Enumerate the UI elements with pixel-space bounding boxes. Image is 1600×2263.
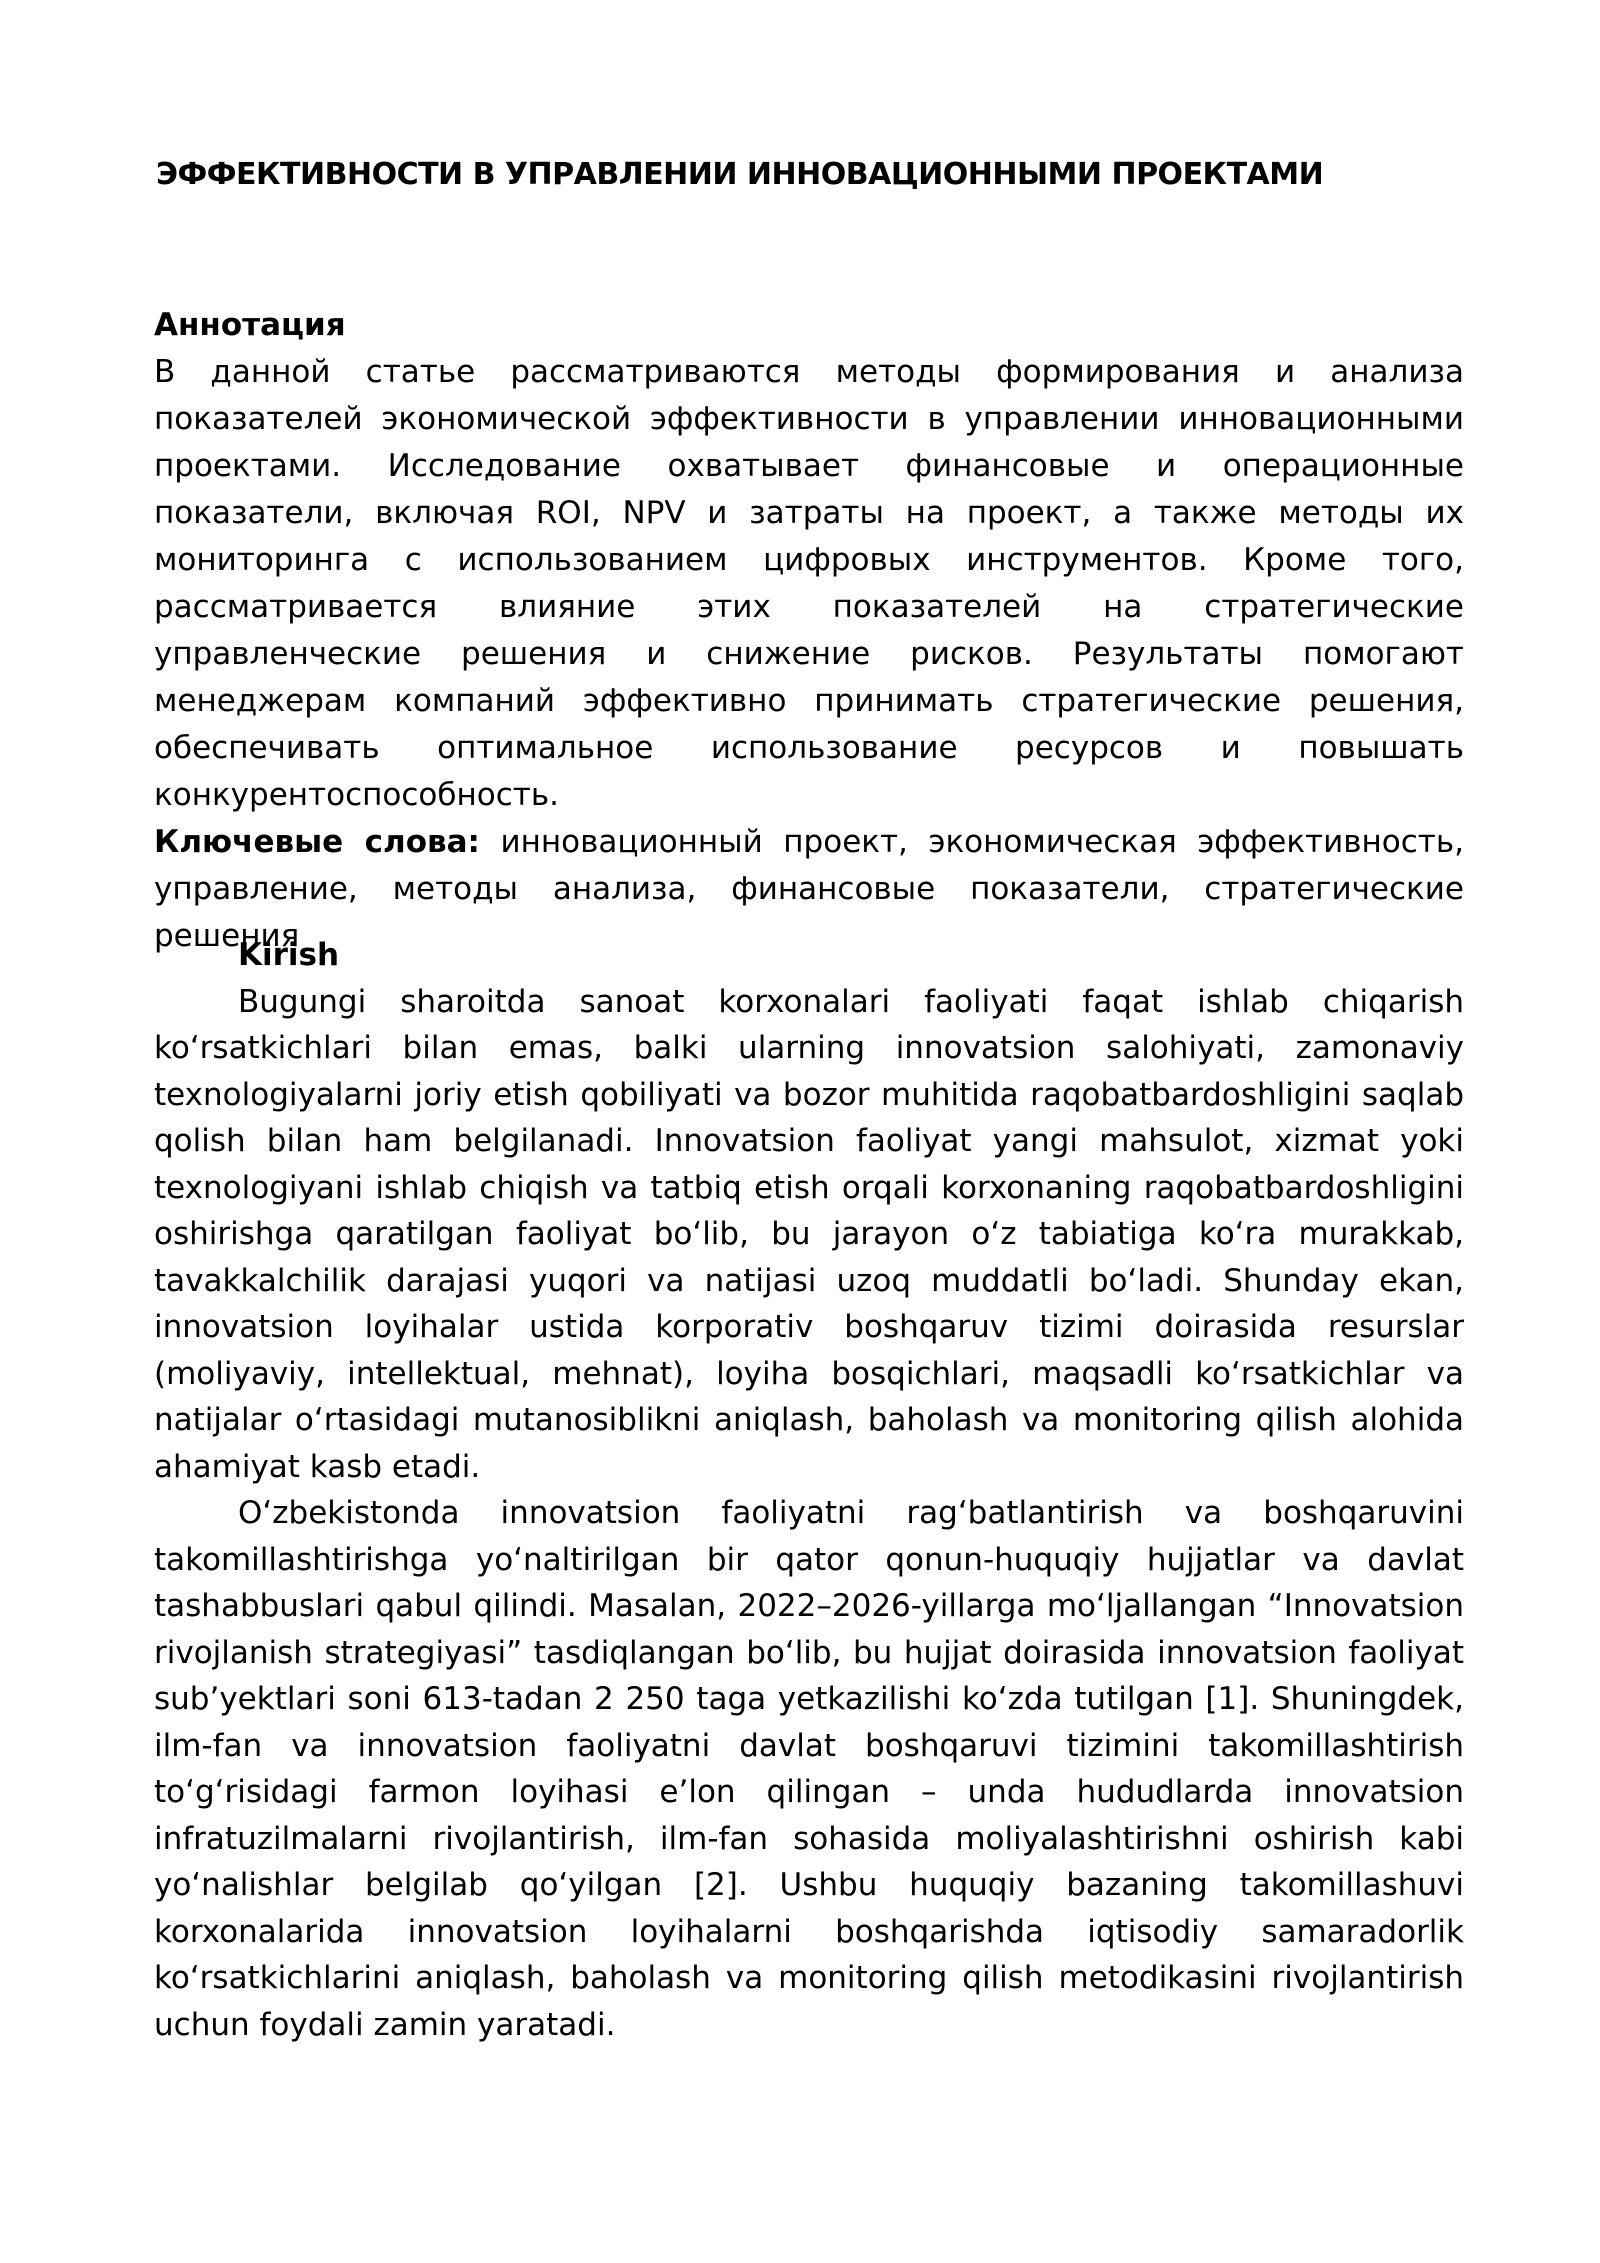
intro-paragraph: Oʻzbekistonda innovatsion faoliyatni ragʻbatlantirish va boshqaruvini takomillashtirishga yoʻnaltirilgan bir qator qonun-huquqiy hujjatlar va davlat tashabbuslari qabul qilindi. Masalan, 2022–2026-yillarga moʻljallangan “Innovatsion rivojlanish strategiyasi” tasdiqlangan boʻlib, bu hujjat doirasida innovatsion faoliyat subʼyektlari soni 613-tadan 2 250 taga yetkazilishi koʻzda tutilgan [1]. Shuningdek, ilm-fan va innovatsion faoliyatni davlat boshqaruvi tizimini takomillashtirish toʻgʻrisidagi farmon loyihasi eʼlon qilingan – unda hududlarda innovatsion infratuzilmalarni rivojlantirish, ilm-fan sohasida moliyalashtirishni oshirish kabi yoʻnalishlar belgilab qoʻyilgan [2]. Ushbu huquqiy bazaning takomillashuvi korxonalarida innovatsion loyihalarni boshqarishda iqtisodiy samaradorlik koʻrsatkichlarini aniqlash, baholash va monitoring qilish metodikasini rivojlantirish uchun foydali zamin yaratadi. (154, 1495, 1464, 2043)
intro-heading: Kirish (238, 937, 340, 973)
keywords-label: Ключевые слова: (154, 824, 480, 860)
intro-section (154, 932, 1464, 2048)
document-title: ЭФФЕКТИВНОСТИ В УПРАВЛЕНИИ ИННОВАЦИОННЫМИ ПРОЕКТАМИ (156, 157, 1324, 192)
keywords-text: инновационный проект, экономическая эффективность, управление, методы анализа, финансовые показатели, стратегические решения (154, 824, 1464, 954)
intro-paragraph: Bugungi sharoitda sanoat korxonalari faoliyati faqat ishlab chiqarish koʻrsatkichlari bilan emas, balki ularning innovatsion salohiyati, zamonaviy texnologiyalarni joriy etish qobiliyati va bozor muhitida raqobatbardoshligini saqlab qolish bilan ham belgilanadi. Innovatsion faoliyat yangi mahsulot, xizmat yoki texnologiyani ishlab chiqish va tatbiq etish orqali korxonaning raqobatbardoshligini oshirishga qaratilgan faoliyat boʻlib, bu jarayon oʻz tabiatiga koʻra murakkab, tavakkalchilik darajasi yuqori va natijasi uzoq muddatli boʻladi. Shunday ekan, innovatsion loyihalar ustida korporativ boshqaruv tizimi doirasida resurslar (moliyaviy, intellektual, mehnat), loyiha bosqichlari, maqsadli koʻrsatkichlar va natijalar oʻrtasidagi mutanosiblikni aniqlash, baholash va monitoring qilish alohida ahamiyat kasb etadi. (154, 983, 1464, 1485)
abstract-section (154, 302, 1464, 960)
abstract-text: В данной статье рассматриваются методы формирования и анализа показателей экономической эффективности в управлении инновационными проектами. Исследование охватывает финансовые и операционные показатели, включая ROI, NPV и затраты на проект, а также методы их мониторинга с использованием цифровых инструментов. Кроме того, рассматривается влияние этих показателей на стратегические управленческие решения и снижение рисков. Результаты помогают менеджерам компаний эффективно принимать стратегические решения, обеспечивать оптимальное использование ресурсов и повышать конкурентоспособность. (154, 354, 1464, 813)
abstract-heading: Аннотация (154, 307, 346, 343)
